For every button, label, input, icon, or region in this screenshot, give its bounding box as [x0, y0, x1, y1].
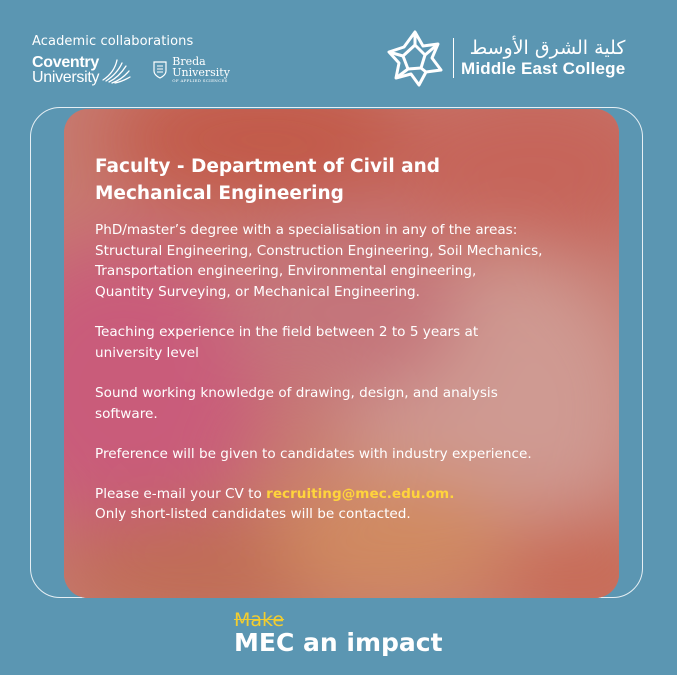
breda-tagline: OF APPLIED SCIENCES	[172, 78, 228, 84]
recruiting-email-link[interactable]: recruiting@mec.edu.om.	[266, 485, 455, 502]
shortlist-note: Only short-listed candidates will be contacted.	[95, 506, 411, 522]
phoenix-wing-icon	[101, 56, 131, 84]
coventry-university-word: University	[32, 69, 100, 87]
academic-collaborations	[32, 34, 230, 85]
position-title: Faculty - Department of Civil and Mechanical Engineering	[95, 156, 441, 204]
software-requirement: Sound working knowledge of drawing, design, and analysis software.	[95, 385, 498, 422]
job-posting-card	[64, 109, 619, 598]
application-instructions: Please e-mail your CV to recruiting@mec.edu.om. Only short-listed candidates will be contacted.	[95, 484, 605, 525]
coventry-name: Coventry	[32, 54, 99, 71]
geometric-star-icon	[385, 28, 445, 88]
slogan-main: MEC an impact	[234, 628, 443, 657]
mec-brand	[385, 28, 625, 88]
slogan-struck-word: Make	[234, 609, 285, 631]
coventry-university-logo	[32, 55, 131, 85]
college-name-english: Middle East College	[461, 59, 626, 78]
breda-university-logo	[153, 57, 230, 83]
shield-icon	[153, 61, 167, 79]
slogan	[234, 610, 443, 658]
partner-logos	[32, 55, 230, 85]
collaborations-label: Academic collaborations	[32, 34, 194, 49]
card-content	[95, 153, 605, 525]
breda-name: Breda	[172, 55, 206, 69]
logo-divider	[453, 38, 454, 78]
industry-preference: Preference will be given to candidates with industry experience.	[95, 446, 532, 462]
breda-university-word: University	[172, 65, 230, 79]
qualification-requirement: PhD/master’s degree with a specialisation in any of the areas: Structural Engineering, Construction Engineering, Soil Mechanics, Transportation engineering, Environmental engineering, Quantity Surveying, or Mechanical Engineering.	[95, 222, 543, 300]
experience-requirement: Teaching experience in the field between 2 to 5 years at university level	[95, 324, 479, 361]
college-name-arabic: كلية الشرق الأوسط	[469, 37, 626, 59]
